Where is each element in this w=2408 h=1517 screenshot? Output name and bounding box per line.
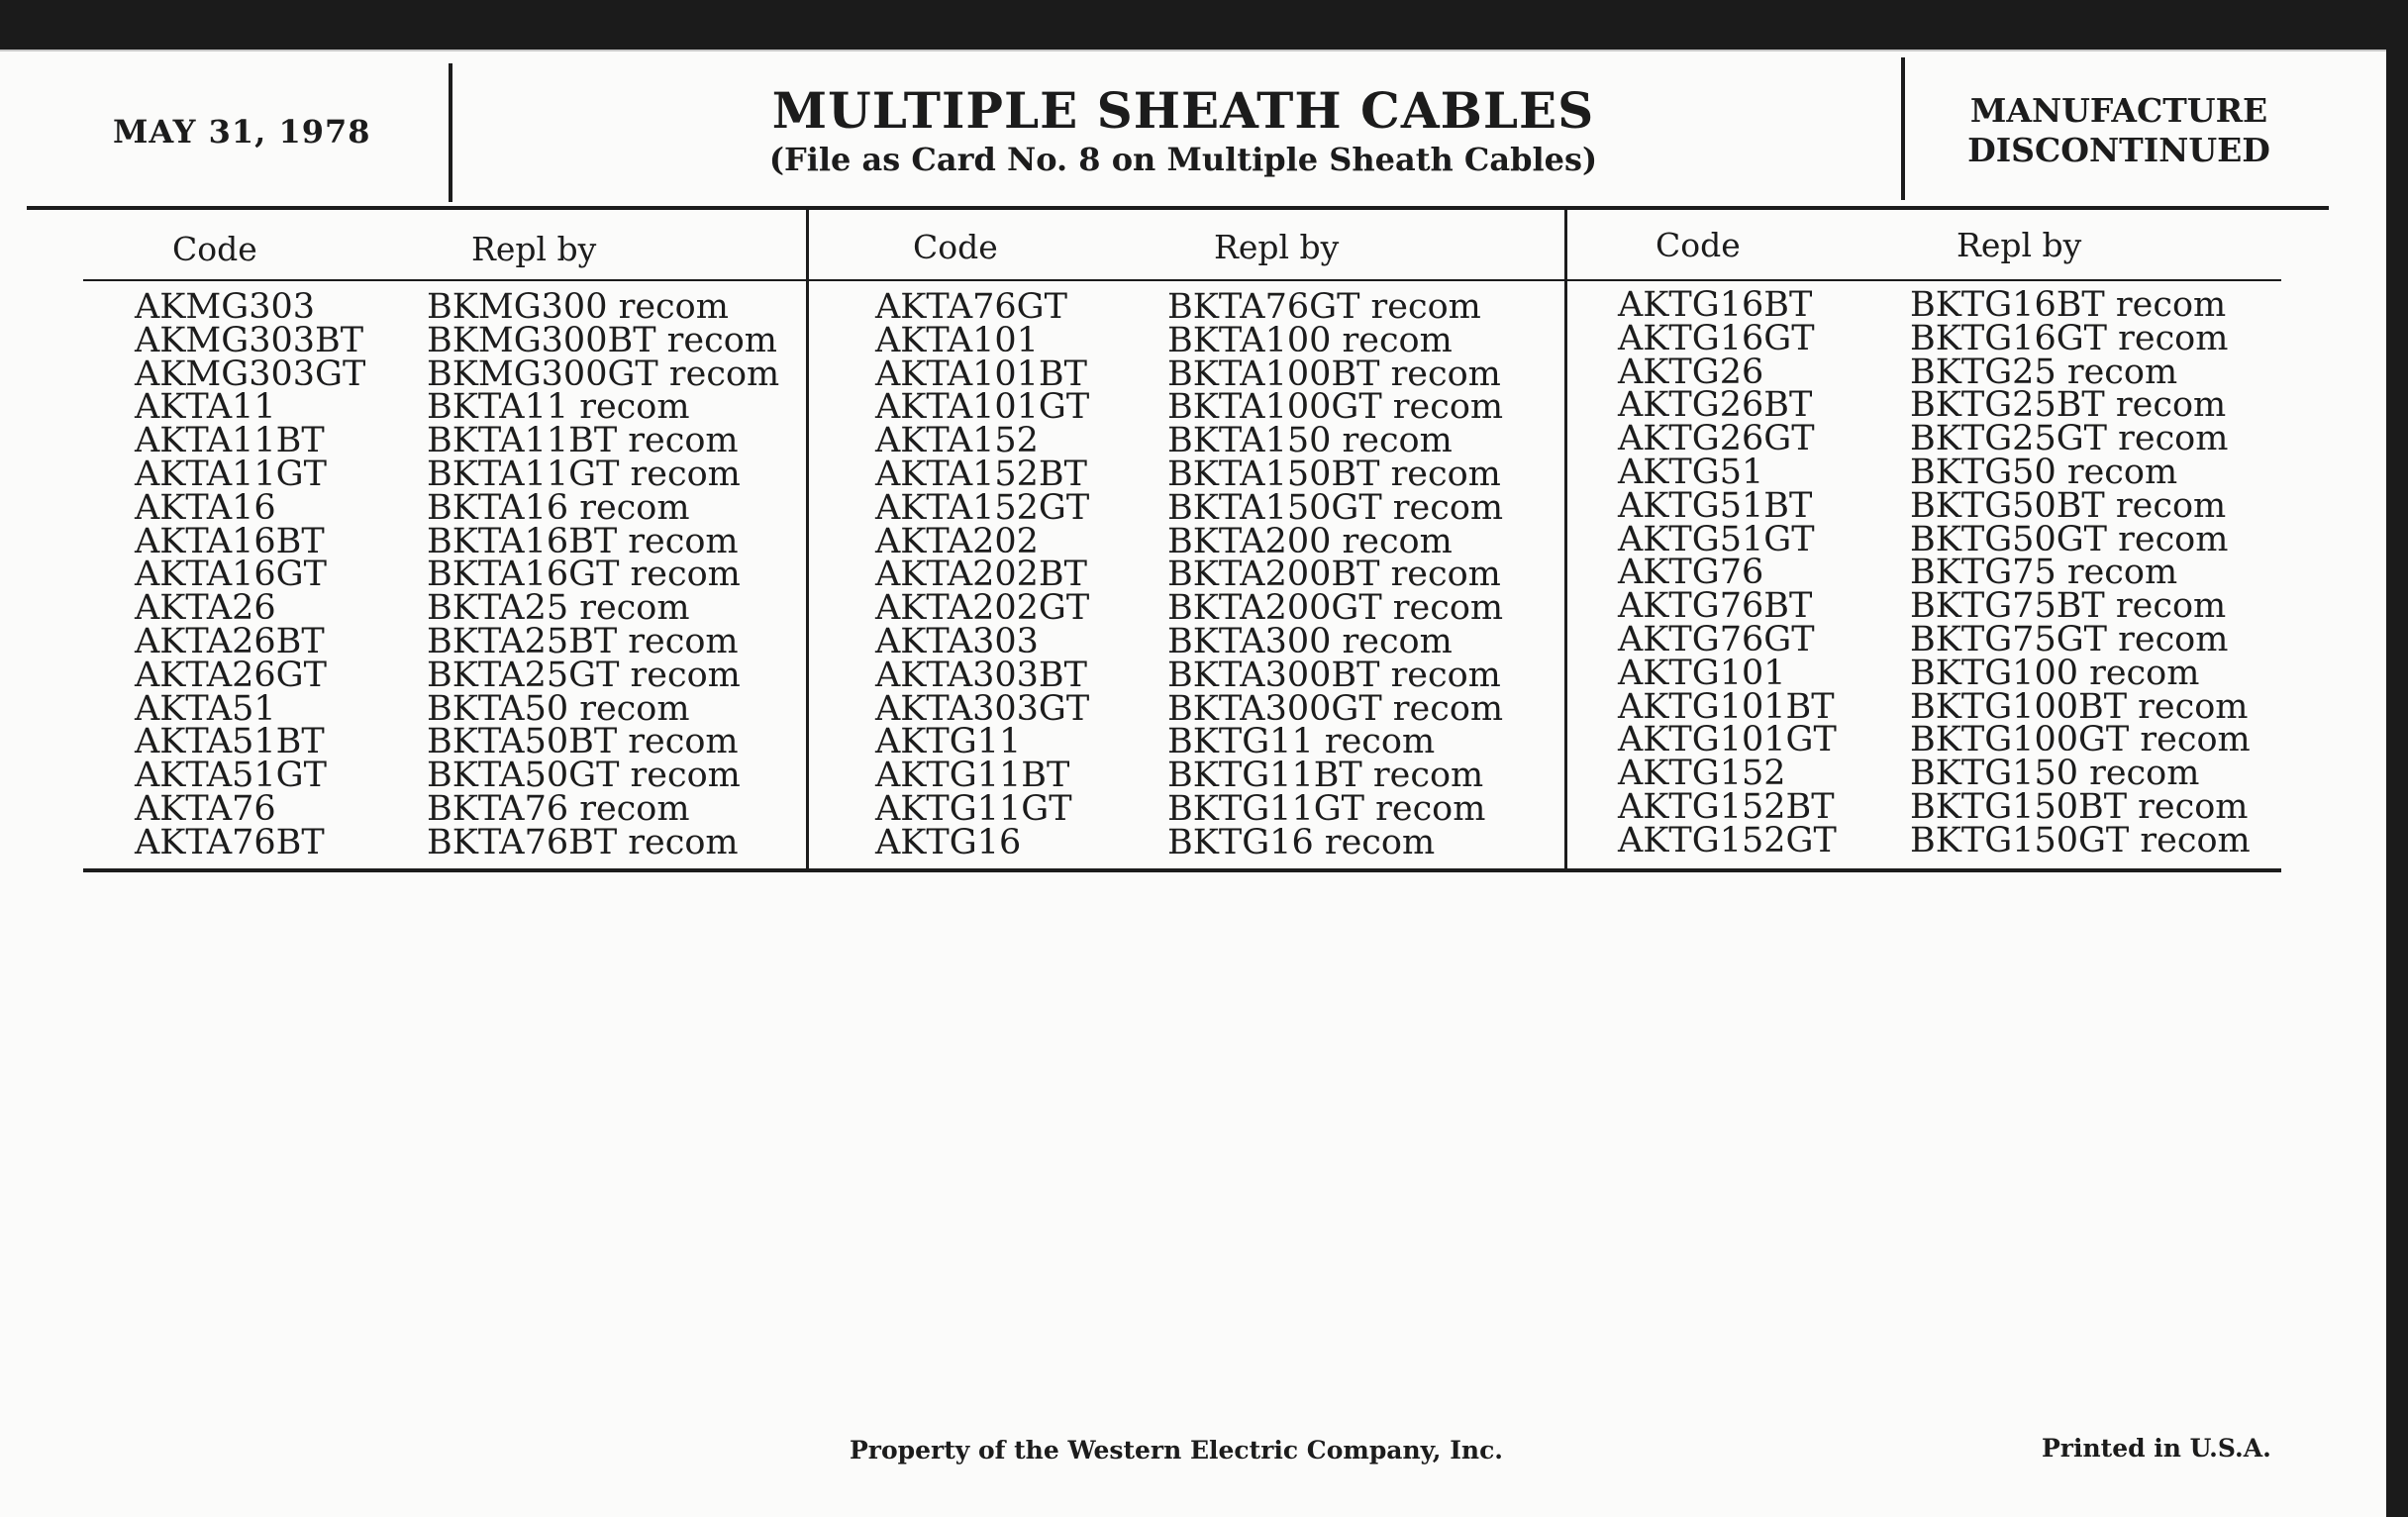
table-row [1618,720,2251,760]
repl-cell: BKTG25 recom [1910,352,2178,392]
table-row [875,756,1503,796]
code-cell: AKTA11BT [135,421,325,461]
table-column-3 [1618,285,2251,860]
code-cell: AKTG152GT [1618,820,1837,860]
repl-cell: BKTA11 recom [427,387,690,428]
code-cell: AKTG11GT [875,788,1072,829]
table-row [875,487,1504,528]
table-row [875,354,1503,394]
code-cell: AKTG101BT [1618,686,1835,727]
repl-cell: BKMG300BT recom [427,320,777,360]
code-cell: AKTA152BT [875,454,1087,494]
table-row [1618,285,2251,325]
code-cell: AKTG152BT [1618,786,1835,827]
table-row [875,688,1504,729]
table-row [1618,452,2251,492]
code-cell: AKTG76GT [1618,619,1815,659]
repl-cell: BKTG11GT recom [1167,788,1486,829]
index-card [0,50,2386,1517]
code-cell: AKTA26GT [135,655,327,695]
header-rule [27,206,2329,210]
table-row [135,287,779,327]
repl-cell: BKTG150BT recom [1910,786,2249,827]
column-divider-1 [806,208,809,871]
card-subtitle: (File as Card No. 8 on Multiple Sheath Cables) [768,141,1598,178]
code-cell: AKTA26 [135,588,276,629]
repl-cell: BKTA300GT recom [1167,688,1504,729]
repl-cell: BKTA50GT recom [427,756,741,796]
repl-cell: BKTA76 recom [427,788,690,829]
code-cell: AKTG51BT [1618,485,1813,526]
col2-code-header: Code [913,228,998,266]
repl-cell: BKTA200BT recom [1167,555,1501,595]
col2-repl-header: Repl by [1214,228,1340,266]
table-column-1 [135,287,780,862]
repl-cell: BKTG11 recom [1167,722,1436,762]
table-row [875,387,1504,428]
table-row [875,588,1504,629]
repl-cell: BKTG150GT recom [1910,820,2251,860]
table-row [1618,754,2251,794]
table-row [135,555,779,595]
table-row [135,588,779,629]
table-row [135,621,779,661]
header-divider-left [449,63,452,202]
code-cell: AKTG101GT [1618,720,1837,760]
status-line-1: MANUFACTURE [1969,91,2268,130]
code-cell: AKTG26GT [1618,419,1815,459]
code-cell: AKTA76GT [875,287,1067,327]
table-row [135,354,780,394]
repl-cell: BKTA150BT recom [1167,454,1501,494]
table-row [875,521,1503,561]
table-row [875,421,1503,461]
code-cell: AKTA26BT [135,621,325,661]
code-cell: AKTG152 [1618,754,1786,794]
repl-cell: BKTG150 recom [1910,754,2200,794]
code-cell: AKTA16GT [135,555,327,595]
code-cell: AKTA101BT [875,354,1087,394]
table-row [1618,419,2251,459]
repl-cell: BKTG50BT recom [1910,485,2227,526]
code-cell: AKTG16GT [1618,318,1815,358]
code-cell: AKTA51GT [135,756,327,796]
repl-cell: BKTA50 recom [427,688,690,729]
repl-cell: BKMG300GT recom [427,354,780,394]
table-row [1618,553,2251,593]
table-row [135,756,779,796]
repl-cell: BKTG75BT recom [1910,586,2227,627]
repl-cell: BKTA25 recom [427,588,690,629]
code-cell: AKMG303 [135,287,316,327]
table-row [875,722,1503,762]
table-bottom-rule [83,868,2281,872]
table-row [1618,619,2251,659]
code-cell: AKTA202 [875,521,1039,561]
status-line-2: DISCONTINUED [1967,131,2270,169]
col3-repl-header: Repl by [1956,226,2082,264]
code-cell: AKTA303BT [875,655,1087,695]
code-cell: AKTG51GT [1618,519,1815,559]
code-cell: AKTA303 [875,621,1039,661]
col1-code-header: Code [172,230,257,268]
table-row [135,454,779,494]
table-row [135,421,779,461]
repl-cell: BKTA16BT recom [427,521,739,561]
repl-cell: BKTA50BT recom [427,722,739,762]
table-column-2 [875,287,1504,862]
repl-cell: BKTA16 recom [427,487,690,528]
table-row [875,822,1503,862]
code-cell: AKTA152GT [875,487,1090,528]
repl-cell: BKTA100 recom [1167,320,1453,360]
code-cell: AKTA76 [135,788,276,829]
table-row [1618,786,2251,827]
table-row [1618,653,2251,693]
table-row [135,387,779,428]
repl-cell: BKTG75GT recom [1910,619,2229,659]
repl-cell: BKTA300 recom [1167,621,1453,661]
table-row [875,555,1503,595]
column-header-rule [83,279,2281,281]
repl-cell: BKTA16GT recom [427,555,741,595]
repl-cell: BKTA25GT recom [427,655,741,695]
code-cell: AKTG11 [875,722,1022,762]
code-cell: AKTG16BT [1618,285,1813,325]
code-cell: AKTG101 [1618,653,1786,693]
repl-cell: BKTA11BT recom [427,421,739,461]
repl-cell: BKTA76GT recom [1167,287,1481,327]
repl-cell: BKTA150GT recom [1167,487,1504,528]
card-title: MULTIPLE SHEATH CABLES [771,81,1595,140]
code-cell: AKTG51 [1618,452,1764,492]
repl-cell: BKTA11GT recom [427,454,741,494]
code-cell: AKTA101 [875,320,1039,360]
code-cell: AKTA51BT [135,722,325,762]
code-cell: AKTA76BT [135,822,325,862]
table-row [875,621,1503,661]
table-row [135,521,779,561]
printed-notice: Printed in U.S.A. [2042,1434,2271,1463]
repl-cell: BKTA76BT recom [427,822,739,862]
repl-cell: BKTA200 recom [1167,521,1453,561]
repl-cell: BKMG300 recom [427,287,729,327]
repl-cell: BKTA100GT recom [1167,387,1504,428]
code-cell: AKTA16 [135,487,276,528]
table-row [135,722,779,762]
repl-cell: BKTA25BT recom [427,621,739,661]
repl-cell: BKTG16 recom [1167,822,1436,862]
table-row [135,655,779,695]
code-cell: AKTA51 [135,688,276,729]
table-row [875,788,1503,829]
table-row [1618,385,2251,426]
column-divider-2 [1564,208,1567,871]
repl-cell: BKTG100GT recom [1910,720,2251,760]
repl-cell: BKTG50 recom [1910,452,2178,492]
repl-cell: BKTG16GT recom [1910,318,2229,358]
table-row [875,655,1503,695]
code-cell: AKTG16 [875,822,1022,862]
table-row [875,320,1503,360]
table-row [1618,820,2251,860]
code-cell: AKTG11BT [875,756,1070,796]
table-row [875,454,1503,494]
code-cell: AKTA101GT [875,387,1090,428]
repl-cell: BKTG25GT recom [1910,419,2229,459]
col1-repl-header: Repl by [471,230,597,268]
repl-cell: BKTG100BT recom [1910,686,2249,727]
col3-code-header: Code [1656,226,1741,264]
table-row [1618,352,2251,392]
code-cell: AKTA11GT [135,454,327,494]
table-row [1618,485,2251,526]
repl-cell: BKTA200GT recom [1167,588,1504,629]
table-row [1618,686,2251,727]
repl-cell: BKTA150 recom [1167,421,1453,461]
code-cell: AKTA16BT [135,521,325,561]
header-divider-right [1901,57,1905,200]
repl-cell: BKTA300BT recom [1167,655,1501,695]
repl-cell: BKTG75 recom [1910,553,2178,593]
code-cell: AKMG303BT [135,320,364,360]
status-notice [1931,91,2307,170]
code-cell: AKTG76BT [1618,586,1813,627]
repl-cell: BKTG100 recom [1910,653,2200,693]
code-cell: AKTA303GT [875,688,1090,729]
table-row [135,688,779,729]
code-cell: AKMG303GT [135,354,366,394]
table-row [875,287,1503,327]
table-row [135,487,779,528]
table-row [135,822,779,862]
table-row [135,320,779,360]
property-notice: Property of the Western Electric Company, Inc. [850,1436,1504,1465]
code-cell: AKTA202BT [875,555,1087,595]
repl-cell: BKTG25BT recom [1910,385,2227,426]
repl-cell: BKTG16BT recom [1910,285,2227,325]
code-cell: AKTG76 [1618,553,1764,593]
table-row [1618,586,2251,627]
repl-cell: BKTA100BT recom [1167,354,1501,394]
table-row [1618,519,2251,559]
table-row [1618,318,2251,358]
repl-cell: BKTG11BT recom [1167,756,1484,796]
repl-cell: BKTG50GT recom [1910,519,2229,559]
code-cell: AKTG26 [1618,352,1764,392]
code-cell: AKTA11 [135,387,276,428]
code-cell: AKTG26BT [1618,385,1813,426]
code-cell: AKTA202GT [875,588,1090,629]
card-date: MAY 31, 1978 [113,113,371,151]
table-row [135,788,779,829]
code-cell: AKTA152 [875,421,1039,461]
